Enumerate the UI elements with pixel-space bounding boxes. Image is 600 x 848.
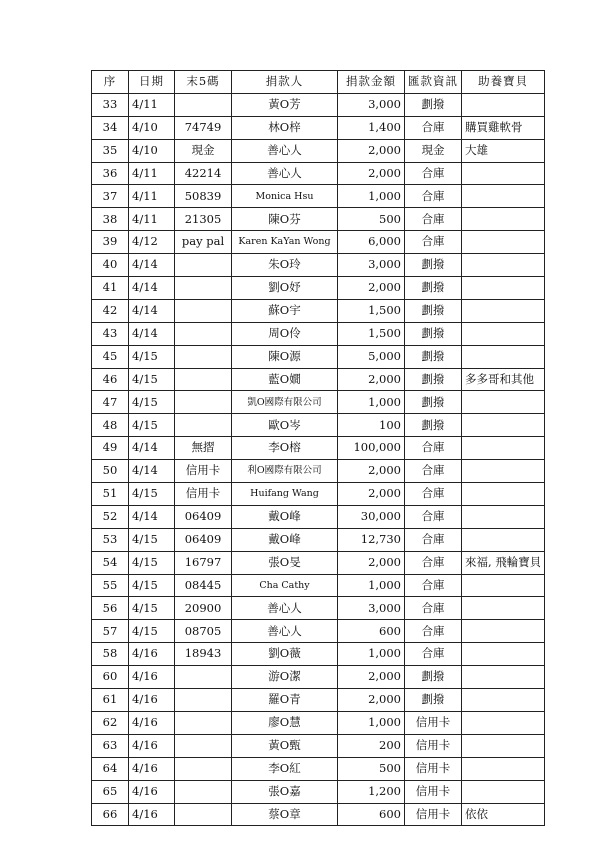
cell-donor: 張O嘉: [232, 780, 338, 803]
cell-date: 4/14: [129, 460, 175, 483]
cell-donor: 利O國際有限公司: [232, 460, 338, 483]
table-row: [92, 93, 545, 116]
cell-sponsored-pet: [462, 528, 545, 551]
cell-date: 4/16: [129, 689, 175, 712]
cell-last5: [175, 322, 232, 345]
cell-serial: 53: [92, 528, 129, 551]
cell-amount: 600: [338, 620, 405, 643]
cell-date: 4/15: [129, 391, 175, 414]
table-row: [92, 757, 545, 780]
cell-last5: [175, 689, 232, 712]
cell-remit-info: 合庫: [405, 162, 462, 185]
cell-date: 4/11: [129, 162, 175, 185]
cell-amount: 2,000: [338, 139, 405, 162]
cell-donor: 歐O岑: [232, 414, 338, 437]
cell-last5: [175, 757, 232, 780]
table-row: [92, 597, 545, 620]
cell-serial: 62: [92, 711, 129, 734]
table-row: [92, 643, 545, 666]
cell-amount: 600: [338, 803, 405, 826]
cell-amount: 2,000: [338, 162, 405, 185]
header-sponsored-pet: 助養寶貝: [462, 71, 545, 94]
cell-serial: 42: [92, 299, 129, 322]
cell-last5: [175, 711, 232, 734]
table-row: [92, 208, 545, 231]
donation-table: [91, 70, 545, 826]
cell-donor: 劉O妤: [232, 277, 338, 300]
cell-remit-info: 信用卡: [405, 711, 462, 734]
cell-remit-info: 劃撥: [405, 254, 462, 277]
cell-remit-info: 劃撥: [405, 299, 462, 322]
cell-donor: 張O旻: [232, 551, 338, 574]
cell-last5: 信用卡: [175, 483, 232, 506]
header-remit-info: 匯款資訊: [405, 71, 462, 94]
cell-last5: 42214: [175, 162, 232, 185]
cell-amount: 1,500: [338, 322, 405, 345]
table-row: [92, 139, 545, 162]
cell-serial: 48: [92, 414, 129, 437]
table-row: [92, 711, 545, 734]
cell-sponsored-pet: [462, 414, 545, 437]
cell-serial: 36: [92, 162, 129, 185]
table-row: [92, 528, 545, 551]
cell-sponsored-pet: [462, 689, 545, 712]
cell-sponsored-pet: [462, 711, 545, 734]
cell-sponsored-pet: [462, 505, 545, 528]
cell-date: 4/16: [129, 780, 175, 803]
cell-last5: 06409: [175, 505, 232, 528]
header-row: [92, 71, 545, 94]
cell-serial: 39: [92, 231, 129, 254]
table-row: [92, 780, 545, 803]
cell-remit-info: 合庫: [405, 643, 462, 666]
cell-last5: 74749: [175, 116, 232, 139]
cell-last5: 18943: [175, 643, 232, 666]
cell-donor: Karen KaYan Wong: [232, 231, 338, 254]
table-row: [92, 231, 545, 254]
cell-last5: pay pal: [175, 231, 232, 254]
cell-remit-info: 合庫: [405, 460, 462, 483]
cell-sponsored-pet: [462, 666, 545, 689]
cell-sponsored-pet: [462, 620, 545, 643]
cell-last5: 16797: [175, 551, 232, 574]
cell-amount: 2,000: [338, 460, 405, 483]
cell-donor: 藍O嫺: [232, 368, 338, 391]
cell-last5: [175, 734, 232, 757]
cell-last5: [175, 666, 232, 689]
cell-remit-info: 現金: [405, 139, 462, 162]
cell-last5: 08705: [175, 620, 232, 643]
cell-amount: 100,000: [338, 437, 405, 460]
cell-sponsored-pet: 來福, 飛輪寶貝: [462, 551, 545, 574]
table-row: [92, 574, 545, 597]
cell-date: 4/15: [129, 597, 175, 620]
cell-remit-info: 信用卡: [405, 780, 462, 803]
cell-amount: 500: [338, 208, 405, 231]
cell-serial: 58: [92, 643, 129, 666]
cell-serial: 45: [92, 345, 129, 368]
cell-donor: 游O潔: [232, 666, 338, 689]
cell-last5: 20900: [175, 597, 232, 620]
cell-amount: 1,000: [338, 391, 405, 414]
cell-last5: 21305: [175, 208, 232, 231]
cell-sponsored-pet: [462, 734, 545, 757]
cell-date: 4/15: [129, 345, 175, 368]
cell-last5: 06409: [175, 528, 232, 551]
cell-date: 4/15: [129, 368, 175, 391]
cell-donor: 戴O峰: [232, 505, 338, 528]
cell-date: 4/15: [129, 483, 175, 506]
cell-date: 4/14: [129, 277, 175, 300]
cell-last5: [175, 345, 232, 368]
cell-donor: Cha Cathy: [232, 574, 338, 597]
cell-amount: 1,200: [338, 780, 405, 803]
cell-serial: 41: [92, 277, 129, 300]
cell-serial: 51: [92, 483, 129, 506]
cell-amount: 2,000: [338, 368, 405, 391]
cell-remit-info: 劃撥: [405, 368, 462, 391]
cell-remit-info: 劃撥: [405, 345, 462, 368]
cell-sponsored-pet: [462, 345, 545, 368]
table-row: [92, 414, 545, 437]
cell-serial: 38: [92, 208, 129, 231]
cell-serial: 49: [92, 437, 129, 460]
cell-serial: 47: [92, 391, 129, 414]
cell-donor: 善心人: [232, 162, 338, 185]
cell-donor: 劉O薇: [232, 643, 338, 666]
cell-date: 4/10: [129, 116, 175, 139]
cell-serial: 65: [92, 780, 129, 803]
cell-date: 4/16: [129, 803, 175, 826]
cell-remit-info: 合庫: [405, 574, 462, 597]
table-row: [92, 666, 545, 689]
cell-serial: 57: [92, 620, 129, 643]
cell-sponsored-pet: [462, 254, 545, 277]
cell-amount: 100: [338, 414, 405, 437]
table-row: [92, 483, 545, 506]
table-row: [92, 460, 545, 483]
cell-sponsored-pet: [462, 185, 545, 208]
cell-amount: 200: [338, 734, 405, 757]
cell-sponsored-pet: [462, 208, 545, 231]
cell-serial: 46: [92, 368, 129, 391]
cell-sponsored-pet: [462, 460, 545, 483]
cell-remit-info: 信用卡: [405, 757, 462, 780]
cell-serial: 43: [92, 322, 129, 345]
cell-sponsored-pet: [462, 162, 545, 185]
cell-remit-info: 合庫: [405, 620, 462, 643]
cell-sponsored-pet: [462, 93, 545, 116]
cell-serial: 40: [92, 254, 129, 277]
cell-remit-info: 劃撥: [405, 322, 462, 345]
cell-remit-info: 合庫: [405, 116, 462, 139]
cell-donor: 凱O國際有限公司: [232, 391, 338, 414]
cell-sponsored-pet: [462, 322, 545, 345]
cell-last5: 信用卡: [175, 460, 232, 483]
cell-last5: [175, 414, 232, 437]
cell-sponsored-pet: [462, 299, 545, 322]
cell-amount: 5,000: [338, 345, 405, 368]
cell-donor: 黃O芳: [232, 93, 338, 116]
cell-sponsored-pet: [462, 277, 545, 300]
cell-date: 4/16: [129, 757, 175, 780]
cell-last5: 無摺: [175, 437, 232, 460]
cell-date: 4/16: [129, 711, 175, 734]
table-row: [92, 162, 545, 185]
cell-amount: 1,500: [338, 299, 405, 322]
cell-date: 4/14: [129, 299, 175, 322]
cell-remit-info: 合庫: [405, 185, 462, 208]
cell-remit-info: 合庫: [405, 208, 462, 231]
cell-last5: [175, 368, 232, 391]
cell-remit-info: 合庫: [405, 528, 462, 551]
cell-serial: 66: [92, 803, 129, 826]
cell-remit-info: 合庫: [405, 231, 462, 254]
cell-sponsored-pet: [462, 757, 545, 780]
cell-last5: 50839: [175, 185, 232, 208]
cell-remit-info: 合庫: [405, 483, 462, 506]
cell-date: 4/16: [129, 734, 175, 757]
cell-donor: 蘇O宇: [232, 299, 338, 322]
cell-date: 4/11: [129, 185, 175, 208]
cell-donor: 戴O峰: [232, 528, 338, 551]
cell-sponsored-pet: 大雄: [462, 139, 545, 162]
cell-sponsored-pet: [462, 391, 545, 414]
cell-serial: 60: [92, 666, 129, 689]
table-body: [92, 93, 545, 826]
cell-date: 4/10: [129, 139, 175, 162]
cell-sponsored-pet: [462, 597, 545, 620]
cell-remit-info: 劃撥: [405, 414, 462, 437]
cell-remit-info: 劃撥: [405, 689, 462, 712]
cell-date: 4/14: [129, 254, 175, 277]
cell-donor: 李O紅: [232, 757, 338, 780]
table-row: [92, 185, 545, 208]
cell-remit-info: 劃撥: [405, 277, 462, 300]
cell-sponsored-pet: 依依: [462, 803, 545, 826]
cell-amount: 2,000: [338, 483, 405, 506]
cell-remit-info: 信用卡: [405, 803, 462, 826]
cell-last5: [175, 780, 232, 803]
table-row: [92, 437, 545, 460]
cell-remit-info: 合庫: [405, 551, 462, 574]
table-row: [92, 505, 545, 528]
cell-date: 4/11: [129, 93, 175, 116]
cell-donor: 善心人: [232, 139, 338, 162]
cell-last5: [175, 93, 232, 116]
cell-donor: 周O伶: [232, 322, 338, 345]
cell-sponsored-pet: [462, 437, 545, 460]
cell-remit-info: 劃撥: [405, 666, 462, 689]
cell-sponsored-pet: 多多哥和其他: [462, 368, 545, 391]
cell-date: 4/14: [129, 505, 175, 528]
cell-last5: [175, 299, 232, 322]
header-last5: 末5碼: [175, 71, 232, 94]
cell-sponsored-pet: [462, 483, 545, 506]
cell-last5: 08445: [175, 574, 232, 597]
cell-date: 4/16: [129, 643, 175, 666]
table-row: [92, 391, 545, 414]
cell-donor: 善心人: [232, 597, 338, 620]
cell-date: 4/12: [129, 231, 175, 254]
cell-serial: 55: [92, 574, 129, 597]
table-row: [92, 345, 545, 368]
cell-date: 4/16: [129, 666, 175, 689]
cell-amount: 3,000: [338, 93, 405, 116]
cell-date: 4/11: [129, 208, 175, 231]
cell-serial: 52: [92, 505, 129, 528]
cell-amount: 2,000: [338, 551, 405, 574]
cell-amount: 1,000: [338, 185, 405, 208]
cell-date: 4/14: [129, 437, 175, 460]
cell-last5: [175, 254, 232, 277]
cell-remit-info: 合庫: [405, 505, 462, 528]
cell-date: 4/15: [129, 414, 175, 437]
header-date: 日期: [129, 71, 175, 94]
table-row: [92, 299, 545, 322]
cell-sponsored-pet: [462, 643, 545, 666]
cell-amount: 30,000: [338, 505, 405, 528]
table-row: [92, 322, 545, 345]
table-row: [92, 277, 545, 300]
cell-donor: 羅O青: [232, 689, 338, 712]
cell-donor: 朱O玲: [232, 254, 338, 277]
cell-amount: 2,000: [338, 689, 405, 712]
cell-donor: 蔡O章: [232, 803, 338, 826]
cell-remit-info: 劃撥: [405, 391, 462, 414]
cell-amount: 1,400: [338, 116, 405, 139]
cell-donor: 陳O芬: [232, 208, 338, 231]
cell-serial: 33: [92, 93, 129, 116]
cell-amount: 1,000: [338, 574, 405, 597]
header-donor: 捐款人: [232, 71, 338, 94]
table-row: [92, 734, 545, 757]
cell-amount: 1,000: [338, 711, 405, 734]
cell-amount: 500: [338, 757, 405, 780]
cell-serial: 34: [92, 116, 129, 139]
table-row: [92, 368, 545, 391]
table-row: [92, 116, 545, 139]
cell-date: 4/15: [129, 528, 175, 551]
cell-date: 4/14: [129, 322, 175, 345]
cell-donor: 廖O慧: [232, 711, 338, 734]
cell-remit-info: 合庫: [405, 597, 462, 620]
cell-serial: 54: [92, 551, 129, 574]
cell-serial: 50: [92, 460, 129, 483]
cell-last5: 現金: [175, 139, 232, 162]
cell-amount: 12,730: [338, 528, 405, 551]
cell-serial: 56: [92, 597, 129, 620]
cell-serial: 63: [92, 734, 129, 757]
cell-date: 4/15: [129, 551, 175, 574]
cell-sponsored-pet: [462, 780, 545, 803]
cell-serial: 64: [92, 757, 129, 780]
cell-date: 4/15: [129, 620, 175, 643]
cell-amount: 2,000: [338, 666, 405, 689]
cell-donor: 李O榕: [232, 437, 338, 460]
table-row: [92, 551, 545, 574]
table-row: [92, 689, 545, 712]
header-amount: 捐款金額: [338, 71, 405, 94]
cell-sponsored-pet: 購買雞軟骨: [462, 116, 545, 139]
table-row: [92, 803, 545, 826]
cell-amount: 6,000: [338, 231, 405, 254]
table-row: [92, 620, 545, 643]
cell-sponsored-pet: [462, 231, 545, 254]
cell-donor: Huifang Wang: [232, 483, 338, 506]
cell-amount: 3,000: [338, 254, 405, 277]
cell-donor: 陳O源: [232, 345, 338, 368]
cell-amount: 2,000: [338, 277, 405, 300]
cell-date: 4/15: [129, 574, 175, 597]
cell-donor: 黃O甄: [232, 734, 338, 757]
cell-remit-info: 劃撥: [405, 93, 462, 116]
table-row: [92, 254, 545, 277]
cell-sponsored-pet: [462, 574, 545, 597]
cell-last5: [175, 391, 232, 414]
cell-remit-info: 信用卡: [405, 734, 462, 757]
cell-serial: 35: [92, 139, 129, 162]
cell-serial: 37: [92, 185, 129, 208]
cell-amount: 1,000: [338, 643, 405, 666]
cell-donor: 林O梓: [232, 116, 338, 139]
cell-last5: [175, 803, 232, 826]
cell-remit-info: 合庫: [405, 437, 462, 460]
cell-last5: [175, 277, 232, 300]
header-serial: 序: [92, 71, 129, 94]
cell-donor: Monica Hsu: [232, 185, 338, 208]
cell-donor: 善心人: [232, 620, 338, 643]
cell-serial: 61: [92, 689, 129, 712]
cell-amount: 3,000: [338, 597, 405, 620]
